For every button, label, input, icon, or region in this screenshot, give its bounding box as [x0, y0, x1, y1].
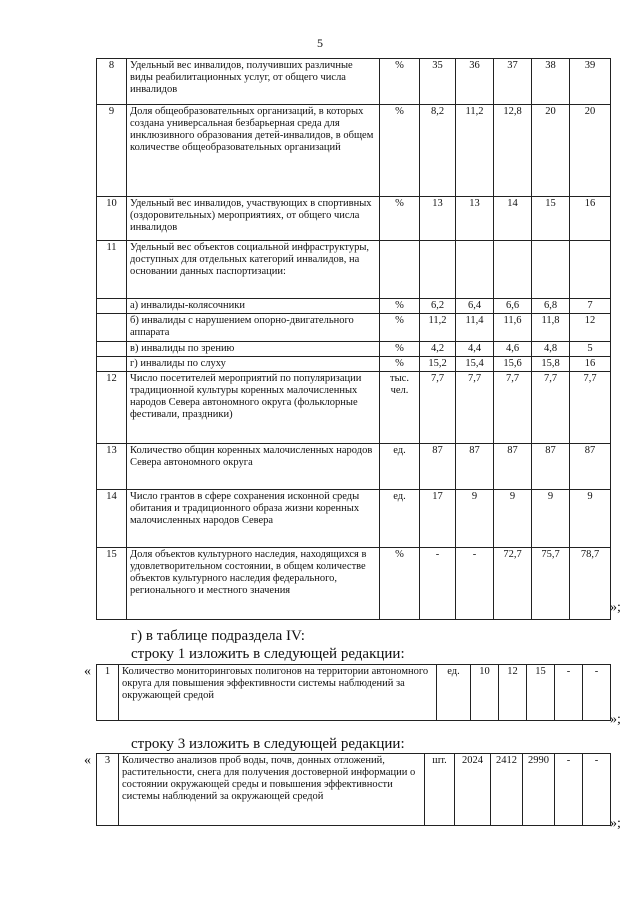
table-row: 1 Количество мониторинговых полигонов на территории автономного округа для повышения эффективности системы наблюдений за окружающей средой ед. 10 12 15 - - — [97, 665, 611, 721]
row3-table — [96, 753, 611, 826]
closing-mark: »; — [610, 712, 621, 727]
opening-quote: « — [84, 664, 91, 679]
table-row: г) инвалиды по слуху % 15,2 15,4 15,6 15,8 16 — [97, 357, 611, 372]
opening-quote: « — [84, 753, 91, 768]
table-row: 10 Удельный вес инвалидов, участвующих в спортивных (оздоровительных) мероприятиях, от общего числа инвалидов % 13 13 14 15 16 — [97, 197, 611, 241]
closing-mark: »; — [610, 600, 621, 615]
item-g-heading: г) в таблице подраздела IV: — [131, 628, 305, 644]
table-row: 11 Удельный вес объектов социальной инфраструктуры, доступных для отдельных категорий инвалидов, на основании данных паспортизации: — [97, 241, 611, 299]
table-row: 8 Удельный вес инвалидов, получивших различные виды реабилитационных услуг, от общего числа инвалидов % 35 36 37 38 39 — [97, 59, 611, 105]
row3-instruction: строку 3 изложить в следующей редакции: — [131, 736, 405, 752]
table-row: 14 Число грантов в сфере сохранения исконной среды обитания и традиционного образа жизни коренных малочисленных народов Севера ед. 17 9 9 9 9 — [97, 490, 611, 548]
closing-mark: »; — [610, 816, 621, 831]
table-row: 12 Число посетителей мероприятий по популяризации традиционной культуры коренных малочисленных народов Севера автономного округа (фольклорные фестивали, праздники) тыс. чел. 7,7 7,7 7,7 7,7 7,7 — [97, 372, 611, 444]
table-row: 13 Количество общин коренных малочисленных народов Севера автономного округа ед. 87 87 87 87 87 — [97, 444, 611, 490]
table-row: б) инвалиды с нарушением опорно-двигательного аппарата % 11,2 11,4 11,6 11,8 12 — [97, 314, 611, 342]
table-row: 15 Доля объектов культурного наследия, находящихся в удовлетворительном состоянии, в общем количестве объектов культурного наследия федерального, регионального и местного значения % - - 72,7 75,7 78,7 — [97, 548, 611, 620]
page-number: 5 — [317, 36, 323, 50]
table-row: а) инвалиды-колясочники % 6,2 6,4 6,6 6,8 7 — [97, 299, 611, 314]
row1-instruction: строку 1 изложить в следующей редакции: — [131, 646, 405, 662]
table-row: 3 Количество анализов проб воды, почв, донных отложений, растительности, снега для получения достоверной информации о состоянии окружающей среды и повышения эффективности системы наблюдений за окружающей средой шт. 2024 2412 2990 - - — [97, 754, 611, 826]
indicators-table — [96, 58, 611, 620]
table-row: 9 Доля общеобразовательных организаций, в которых создана универсальная безбарьерная среда для инклюзивного образования детей-инвалидов, в общем количестве общеобразовательных организаций % 8,2 11,2 12,8 20 20 — [97, 105, 611, 197]
table-row: в) инвалиды по зрению % 4,2 4,4 4,6 4,8 5 — [97, 342, 611, 357]
row1-table — [96, 664, 611, 721]
